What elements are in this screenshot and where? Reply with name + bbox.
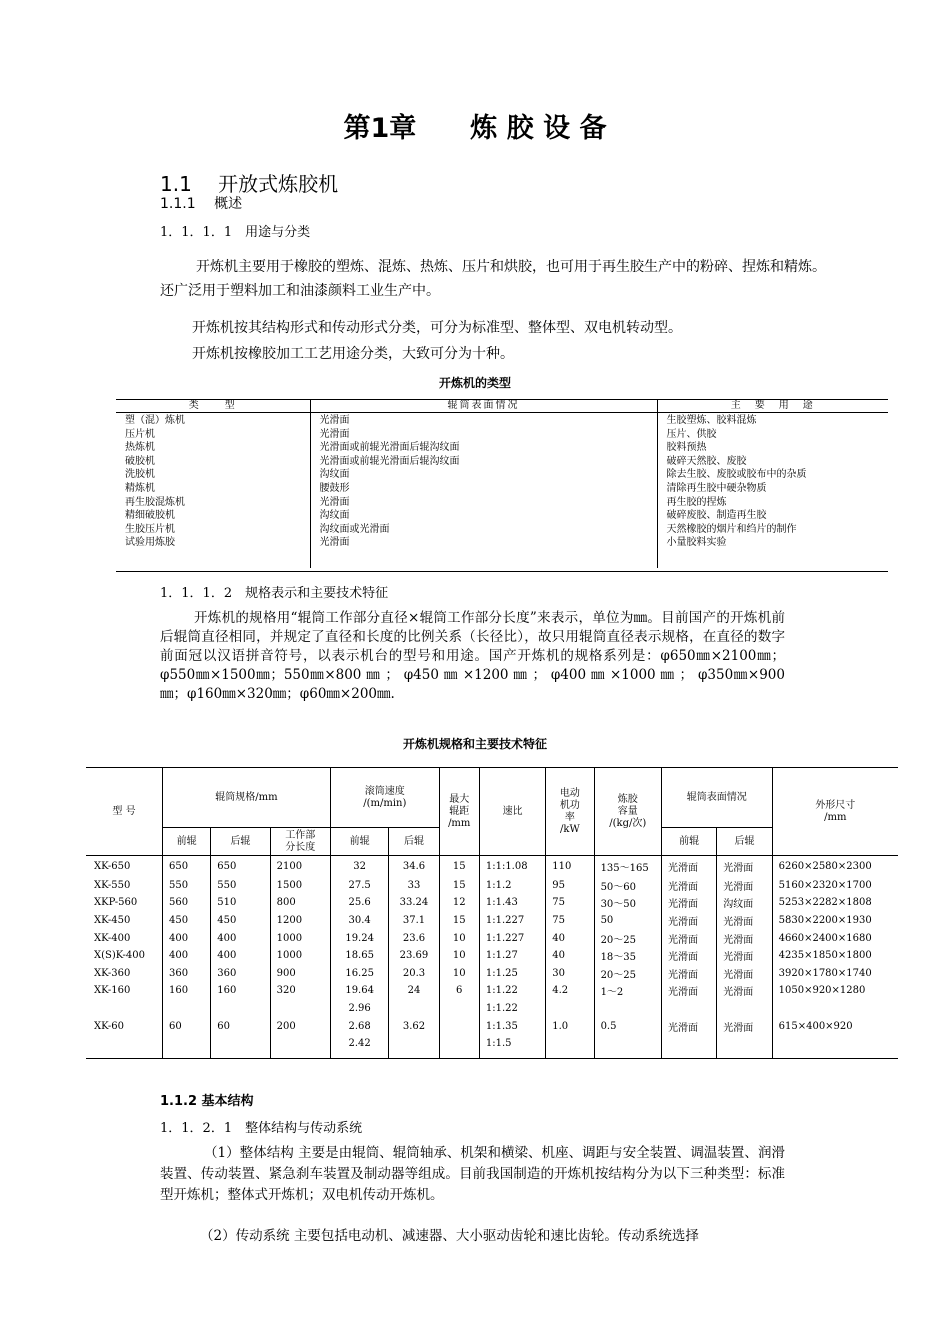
table-cell: 60 (162, 1017, 210, 1035)
table-cell: 10 (439, 947, 479, 965)
paragraph-overall-structure: （1）整体结构 主要是由辊筒、辊筒轴承、机架和横梁、机座、调距与安全装置、调温装置、润滑装置、传动装置、紧急刹车装置及制动器等组成。目前我国制造的开炼机按结构分为以下三种类型：标准型开炼机；整体式开炼机；双电机传动开炼机。 (160, 1145, 785, 1203)
table-cell: 光滑面 (661, 1017, 716, 1035)
table-cell: 破碎天然胶、废胶 (666, 455, 747, 467)
table-cell: 天然橡胶的烟片和绉片的制作 (666, 523, 797, 535)
table-header-surface: 辊筒表面情况 (310, 399, 657, 413)
table-cell: 1050×920×1280 (772, 982, 898, 1000)
table-cell: 20.3 (389, 964, 439, 982)
table-header-usage: 主 要 用 途 (657, 399, 888, 413)
table-cell: 5160×2320×1700 (772, 877, 898, 895)
table-row (86, 964, 898, 982)
table-cell: XK-650 (94, 860, 131, 872)
table-cell: 1000 (270, 947, 330, 965)
table-cell: 压片、供胶 (666, 428, 717, 440)
subheader-rear-roll: 后辊 (211, 828, 270, 856)
table-cell: 光滑面 (717, 929, 772, 947)
table-cell: 光滑面 (661, 929, 716, 947)
table-cell: 1:1.22 (479, 982, 545, 1000)
table-cell: 95 (546, 877, 594, 895)
table-cell: 550 (211, 877, 270, 895)
table-padding-row (86, 1052, 898, 1059)
table-cell: 20～25 (594, 964, 661, 982)
table-cell: 沟纹面 (319, 469, 350, 481)
table-cell: 2.68 (330, 1017, 388, 1035)
table-cell: 650 (211, 856, 270, 877)
table-cell: 2100 (270, 856, 330, 877)
table-cell: 25.6 (330, 894, 388, 912)
table-cell: 110 (546, 856, 594, 877)
section-heading-1-1-1: 1.1.1 概述 (160, 196, 243, 212)
table-cell: 清除再生胶中硬杂物质 (666, 482, 767, 494)
table-cell (162, 1000, 210, 1018)
mill-types-table (116, 399, 888, 568)
table-cell: 1:1.227 (479, 912, 545, 930)
table-caption-types: 开炼机的类型 (438, 376, 511, 390)
subheader-speed-rear: 后辊 (389, 828, 439, 856)
table-column-surface (310, 413, 657, 569)
table-header-type: 类 型 (116, 399, 310, 413)
table-cell: 光滑面 (717, 947, 772, 965)
table-cell: 光滑面 (661, 894, 716, 912)
table-cell: 400 (162, 947, 210, 965)
table-cell: 热炼机 (125, 442, 155, 454)
table-cell: 1:1.22 (479, 1000, 545, 1018)
table-cell: 19.24 (330, 929, 388, 947)
table-cell: 2.42 (330, 1035, 388, 1053)
table-cell: 30 (546, 964, 594, 982)
header-roll-speed: 滚筒速度 /(m/min) (330, 768, 439, 828)
table-cell (86, 1000, 162, 1018)
table-cell: 光滑面 (661, 856, 716, 877)
header-motor-power: 电动 机功 率 /kW (546, 768, 594, 856)
table-cell: 6 (439, 982, 479, 1000)
table-cell (211, 1000, 270, 1018)
table-cell: 再生胶混炼机 (125, 496, 185, 508)
table-cell: 650 (162, 856, 210, 877)
table-cell: 15 (439, 877, 479, 895)
table-cell: 23.69 (389, 947, 439, 965)
table-cell: 1.0 (546, 1017, 594, 1035)
table-cell: 40 (546, 929, 594, 947)
table-cell: 光滑面 (661, 982, 716, 1000)
mill-specs-table (86, 767, 898, 1059)
table-cell: 75 (546, 894, 594, 912)
table-cell: 1～2 (594, 982, 661, 1000)
table-cell: 34.6 (389, 856, 439, 877)
section-heading-1-1-1-1: 1．1．1．1 用途与分类 (160, 225, 311, 240)
table-cell: 4235×1850×1800 (772, 947, 898, 965)
table-cell (270, 1035, 330, 1053)
table-cell: 再生胶的捏炼 (666, 496, 727, 508)
table-cell: 360 (162, 964, 210, 982)
table-cell: 450 (211, 912, 270, 930)
table-cell: 试验用炼胶 (125, 537, 175, 549)
table-cell: 压片机 (125, 428, 155, 440)
table-cell: XK-360 (94, 967, 131, 979)
chapter-title: 第1章 炼 胶 设 备 (343, 113, 607, 144)
table-cell: XK-160 (94, 985, 131, 997)
table-cell: 光滑面 (717, 1017, 772, 1035)
table-cell: 1200 (270, 912, 330, 930)
table-cell: 15 (439, 856, 479, 877)
table-row (86, 1017, 898, 1035)
table-row (86, 947, 898, 965)
table-cell: 27.5 (330, 877, 388, 895)
table-cell: 1:1.43 (479, 894, 545, 912)
header-speed-ratio: 速比 (479, 768, 545, 856)
table-cell: 光滑面 (717, 856, 772, 877)
header-model: 型 号 (86, 768, 162, 856)
table-cell: 2.96 (330, 1000, 388, 1018)
table-cell: 50～60 (594, 877, 661, 895)
table-cell: 10 (439, 964, 479, 982)
table-cell: 光滑面 (319, 496, 350, 508)
table-cell: 0.5 (594, 1017, 661, 1035)
table-cell (86, 1035, 162, 1053)
table-cell: 光滑面 (319, 415, 350, 426)
table-cell: 1:1.5 (479, 1035, 545, 1053)
table-cell: 75 (546, 912, 594, 930)
table-cell: 615×400×920 (772, 1017, 898, 1035)
table-cell (661, 1000, 716, 1018)
table-cell: 5830×2200×1930 (772, 912, 898, 930)
table-row (86, 856, 898, 877)
header-roll-spec: 辊筒规格/mm (162, 768, 330, 828)
table-cell: 光滑面 (661, 947, 716, 965)
table-cell: 3920×1780×1740 (772, 964, 898, 982)
table-cell: 精细破胶机 (125, 510, 175, 522)
table-cell: 光滑面 (717, 982, 772, 1000)
header-max-gap: 最大 辊距 /mm (439, 768, 479, 856)
table-cell: 360 (211, 964, 270, 982)
table-cell: 320 (270, 982, 330, 1000)
table-cell: 33 (389, 877, 439, 895)
table-cell: 400 (162, 929, 210, 947)
table-cell: 18.65 (330, 947, 388, 965)
table-cell: 塑（混）炼机 (125, 415, 185, 426)
table-cell: 光滑面 (661, 912, 716, 930)
table-cell: 光滑面 (717, 964, 772, 982)
table-cell: 光滑面 (717, 877, 772, 895)
paragraph-specification: 开炼机的规格用“辊筒工作部分直径×辊筒工作部分长度”来表示，单位为㎜。目前国产的开炼机前后辊筒直径相同，并规定了直径和长度的比例关系（长径比），故只用辊筒直径表示规格，在直径的数字前面冠以汉语拼音符号，以表示机台的型号和用途。国产开炼机的规格系列是：φ650㎜×2100㎜；φ550㎜×1500㎜；550㎜×800 ㎜ ； φ450 ㎜ ×1200 ㎜ ； φ400 ㎜ ×1000 ㎜ ； φ350㎜×900㎜；φ160㎜×320㎜；φ60㎜×200㎜. (160, 610, 785, 702)
table-cell (389, 1035, 439, 1053)
table-row (86, 877, 898, 895)
table-cell: 精炼机 (125, 482, 155, 494)
table-cell: 10 (439, 929, 479, 947)
section-heading-1-1-1-2: 1．1．1．2 规格表示和主要技术特征 (160, 586, 389, 601)
table-cell: 15 (439, 912, 479, 930)
table-column-usage (657, 413, 888, 569)
table-cell: 200 (270, 1017, 330, 1035)
table-cell: 沟纹面 (717, 894, 772, 912)
table-cell (270, 1000, 330, 1018)
table-cell: 生胶压片机 (125, 523, 175, 535)
table-cell: 生胶塑炼、胶料混炼 (666, 415, 757, 426)
table-cell: XK-60 (94, 1020, 124, 1032)
table-cell: 23.6 (389, 929, 439, 947)
table-cell (162, 1035, 210, 1053)
table-cell: 160 (211, 982, 270, 1000)
table-cell: 胶料预热 (666, 442, 707, 454)
table-cell: 光滑面 (661, 964, 716, 982)
table-row (86, 929, 898, 947)
table-cell: 18～35 (594, 947, 661, 965)
table-cell: XK-450 (94, 914, 131, 926)
table-cell (594, 1000, 661, 1018)
table-cell: 900 (270, 964, 330, 982)
table-cell: 12 (439, 894, 479, 912)
table-cell: 光滑面 (717, 912, 772, 930)
table-row (86, 1035, 898, 1053)
table-cell: 除去生胶、废胶或胶布中的杂质 (666, 469, 807, 481)
paragraph-classification-process: 开炼机按橡胶加工工艺用途分类，大致可分为十种。 (192, 346, 514, 362)
table-row (86, 1000, 898, 1018)
table-cell: 1:1.2 (479, 877, 545, 895)
table-cell: 光滑面 (661, 877, 716, 895)
subheader-surface-rear: 后辊 (717, 828, 772, 856)
table-cell (717, 1000, 772, 1018)
table-cell (546, 1000, 594, 1018)
table-cell: 30.4 (330, 912, 388, 930)
table-cell: 1:1.35 (479, 1017, 545, 1035)
paragraph-classification-structure: 开炼机按其结构形式和传动形式分类，可分为标准型、整体型、双电机转动型。 (192, 320, 682, 336)
table-cell: 4.2 (546, 982, 594, 1000)
table-cell: 50 (594, 912, 661, 930)
table-cell: XK-400 (94, 932, 131, 944)
subheader-working-length: 工作部 分长度 (270, 828, 330, 856)
table-cell: 1:1:1.08 (479, 856, 545, 877)
table-row (86, 894, 898, 912)
paragraph-transmission-system: （2）传动系统 主要包括电动机、减速器、大小驱动齿轮和速比齿轮。传动系统选择 (200, 1228, 699, 1244)
table-cell: 洗胶机 (125, 469, 155, 481)
table-cell: 1:1.227 (479, 929, 545, 947)
table-cell: 4660×2400×1680 (772, 929, 898, 947)
table-cell: 光滑面或前辊光滑面后辊沟纹面 (319, 455, 460, 467)
table-cell: 沟纹面 (319, 510, 350, 522)
header-roll-surface: 辊筒表面情况 (661, 768, 772, 828)
table-cell: 32 (330, 856, 388, 877)
table-cell: 光滑面 (319, 537, 350, 549)
table-cell: 5253×2282×1808 (772, 894, 898, 912)
table-cell (439, 1000, 479, 1018)
table-cell (772, 1035, 898, 1053)
table-cell: 小量胶料实验 (666, 537, 727, 549)
table-cell: 3.62 (389, 1017, 439, 1035)
table-cell: 60 (211, 1017, 270, 1035)
table-cell (546, 1035, 594, 1053)
table-cell: 20～25 (594, 929, 661, 947)
table-cell: X(S)K-400 (94, 950, 145, 962)
subheader-surface-front: 前辊 (661, 828, 716, 856)
table-cell (772, 1000, 898, 1018)
header-capacity: 炼胶 容量 /(kg/次) (594, 768, 661, 856)
table-cell: 沟纹面或光滑面 (319, 523, 390, 535)
table-cell (439, 1017, 479, 1035)
table-cell: 450 (162, 912, 210, 930)
table-cell (439, 1035, 479, 1053)
table-cell: 破碎废胶、制造再生胶 (666, 510, 767, 522)
section-heading-1-1-2: 1.1.2 基本结构 (160, 1094, 254, 1109)
table-cell: 1000 (270, 929, 330, 947)
section-heading-1-1-2-1: 1．1．2．1 整体结构与传动系统 (160, 1121, 363, 1136)
table-cell: 400 (211, 947, 270, 965)
table-cell: 33.24 (389, 894, 439, 912)
table-cell: 19.64 (330, 982, 388, 1000)
table-cell: 400 (211, 929, 270, 947)
table-cell: 1500 (270, 877, 330, 895)
table-cell: 550 (162, 877, 210, 895)
subheader-front-roll: 前辊 (162, 828, 210, 856)
table-cell: 1:1.27 (479, 947, 545, 965)
table-cell: 160 (162, 982, 210, 1000)
table-row (86, 982, 898, 1000)
table-cell: 6260×2580×2300 (772, 856, 898, 877)
table-cell: 破胶机 (125, 455, 155, 467)
table-cell: 37.1 (389, 912, 439, 930)
table-cell: 135～165 (594, 856, 661, 877)
paragraph-usage: 开炼机主要用于橡胶的塑炼、混炼、热炼、压片和烘胶，也可用于再生胶生产中的粉碎、捏炼和精炼。还广泛用于塑料加工和油漆颜料工业生产中。 (160, 259, 826, 299)
table-cell: 800 (270, 894, 330, 912)
table-cell: 560 (162, 894, 210, 912)
table-cell: 510 (211, 894, 270, 912)
table-cell: 1:1.25 (479, 964, 545, 982)
table-row (86, 912, 898, 930)
section-heading-1-1: 1.1 开放式炼胶机 (160, 172, 339, 196)
table-cell: 24 (389, 982, 439, 1000)
table-cell (211, 1035, 270, 1053)
table-column-type (116, 413, 310, 569)
table-cell (594, 1035, 661, 1053)
table-cell: XKP-560 (94, 897, 138, 909)
table-cell: 16.25 (330, 964, 388, 982)
table-cell (389, 1000, 439, 1018)
table-cell (717, 1035, 772, 1053)
table-cell: 光滑面或前辊光滑面后辊沟纹面 (319, 442, 460, 454)
table-cell: 腰鼓形 (319, 482, 350, 494)
table-cell: 30～50 (594, 894, 661, 912)
table-caption-specs: 开炼机规格和主要技术特征 (402, 737, 547, 751)
subheader-speed-front: 前辊 (330, 828, 388, 856)
header-dimensions: 外形尺寸 /mm (772, 768, 898, 856)
table-cell: XK-550 (94, 879, 131, 891)
table-cell: 光滑面 (319, 428, 350, 440)
table-cell: 40 (546, 947, 594, 965)
table-cell (661, 1035, 716, 1053)
